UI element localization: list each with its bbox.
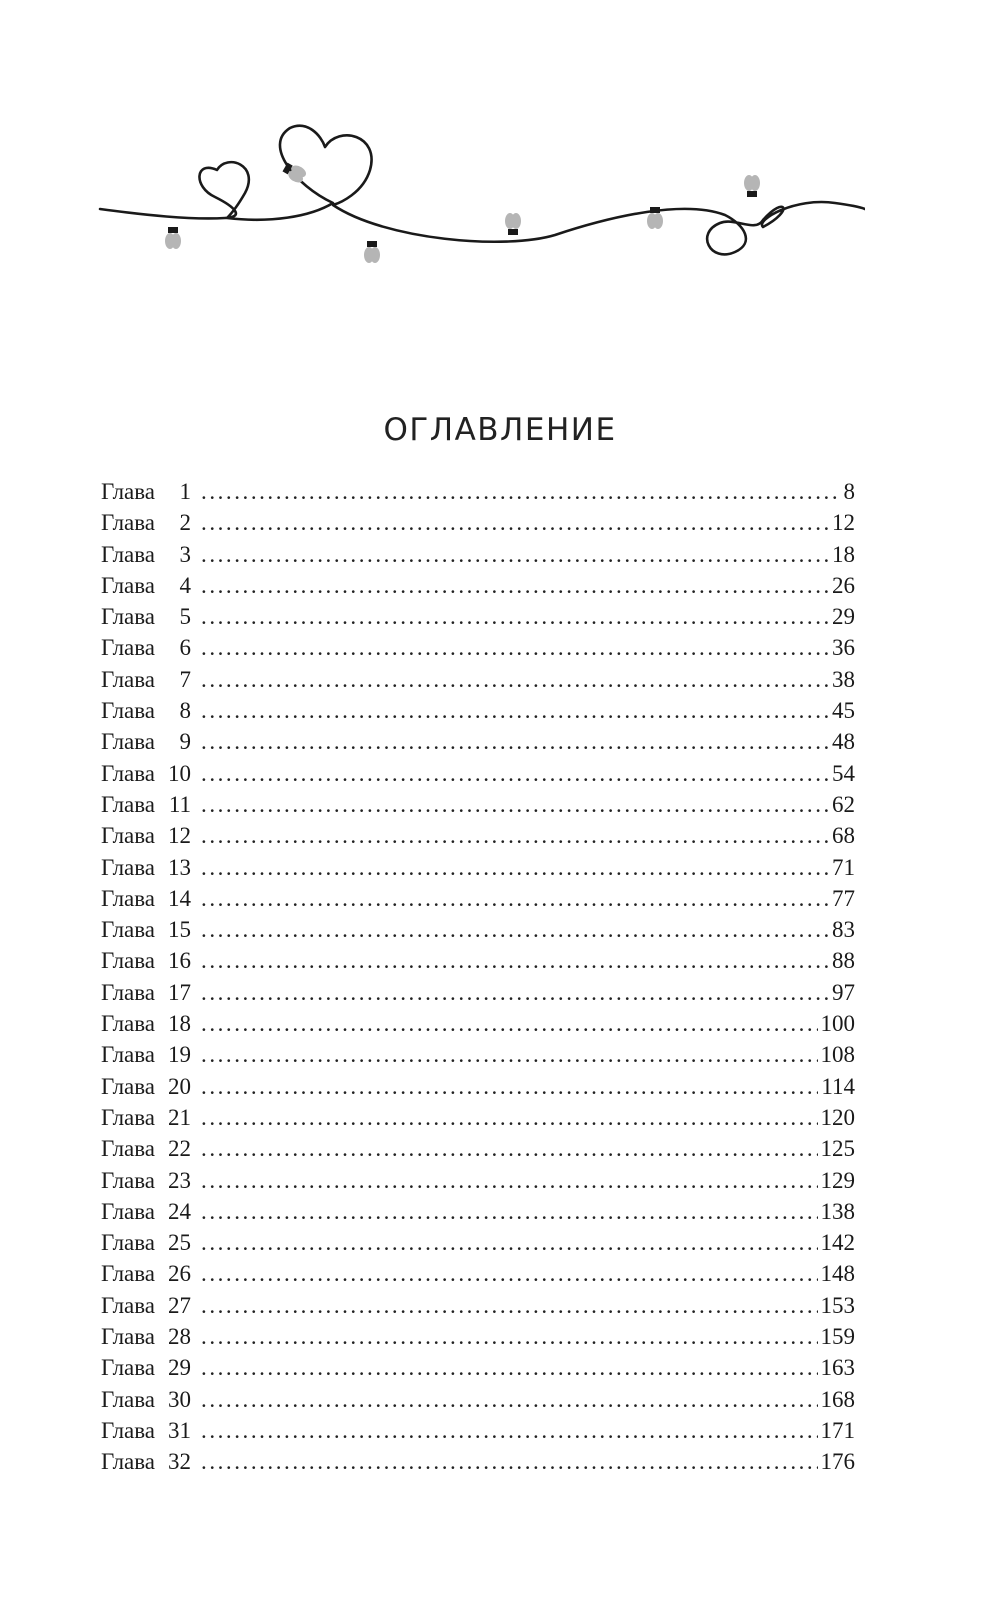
dot-leader <box>201 948 829 974</box>
page-number: 159 <box>820 1324 855 1350</box>
chapter-label <box>101 1261 191 1287</box>
page-number: 125 <box>820 1136 855 1162</box>
chapter-number: 7 <box>179 666 192 692</box>
toc-entry[interactable] <box>101 667 855 698</box>
page-number: 108 <box>820 1042 855 1068</box>
chapter-word: Глава <box>101 1355 156 1381</box>
chapter-number: 3 <box>179 541 192 567</box>
chapter-word: Глава <box>101 823 156 849</box>
page-number: 168 <box>820 1386 855 1412</box>
chapter-word: Глава <box>101 1292 156 1318</box>
page-number: 54 <box>832 760 855 786</box>
page-number: 45 <box>832 698 855 724</box>
chapter-label <box>101 823 191 849</box>
chapter-label <box>101 698 191 724</box>
dot-leader <box>201 1105 817 1131</box>
toc-entry[interactable] <box>101 980 855 1011</box>
chapter-word: Глава <box>101 885 156 911</box>
chapter-word: Глава <box>101 1230 156 1256</box>
toc-entry[interactable] <box>101 886 855 917</box>
toc-entry[interactable] <box>101 1074 855 1105</box>
chapter-word: Глава <box>101 479 156 504</box>
page-number: 71 <box>832 854 855 880</box>
chapter-word: Глава <box>101 948 156 974</box>
chapter-label <box>101 1449 191 1475</box>
toc-entry[interactable] <box>101 510 855 541</box>
toc-title: ОГЛАВЛЕНИЕ <box>383 412 617 448</box>
page-number: 171 <box>820 1417 855 1443</box>
dot-leader <box>201 886 829 912</box>
chapter-word: Глава <box>101 1167 156 1193</box>
chapter-word: Глава <box>101 666 156 692</box>
toc-entry[interactable] <box>101 1449 855 1480</box>
chapter-label <box>101 1042 191 1068</box>
chapter-label <box>101 635 191 661</box>
dot-leader <box>201 1293 817 1319</box>
toc-entry[interactable] <box>101 573 855 604</box>
page-number: 120 <box>820 1104 855 1130</box>
page-number: 100 <box>820 1011 855 1037</box>
chapter-number: 21 <box>168 1104 192 1130</box>
chapter-word: Глава <box>101 1073 156 1099</box>
dot-leader <box>201 635 829 661</box>
toc-entry[interactable] <box>101 1230 855 1261</box>
dot-leader <box>201 1355 817 1381</box>
chapter-word: Глава <box>101 1261 156 1287</box>
dot-leader <box>201 698 829 724</box>
toc-entry[interactable] <box>101 1418 855 1449</box>
chapter-word: Глава <box>101 1042 156 1068</box>
dot-leader <box>201 1199 817 1225</box>
page-number: 62 <box>832 791 855 817</box>
page-number: 8 <box>843 479 855 504</box>
dot-leader <box>201 1449 817 1475</box>
chapter-number: 13 <box>168 854 192 880</box>
toc-entry[interactable] <box>101 1042 855 1073</box>
dot-leader <box>201 980 829 1006</box>
page-number: 88 <box>832 948 855 974</box>
toc-entry[interactable] <box>101 1355 855 1386</box>
chapter-word: Глава <box>101 510 156 536</box>
page-number: 36 <box>832 635 855 661</box>
dot-leader <box>201 510 829 536</box>
page-number: 97 <box>832 979 855 1005</box>
dot-leader <box>201 761 829 787</box>
chapter-label <box>101 1324 191 1350</box>
chapter-label <box>101 479 191 505</box>
toc-entry[interactable] <box>101 635 855 666</box>
chapter-number: 15 <box>168 917 192 943</box>
chapter-number: 22 <box>168 1136 192 1162</box>
dot-leader <box>201 1261 817 1287</box>
chapter-number: 29 <box>168 1355 192 1381</box>
dot-leader <box>201 1011 817 1037</box>
chapter-label <box>101 792 191 818</box>
chapter-number: 26 <box>168 1261 192 1287</box>
chapter-number: 25 <box>168 1230 192 1256</box>
page-number: 38 <box>832 666 855 692</box>
chapter-word: Глава <box>101 541 156 567</box>
chapter-label <box>101 1199 191 1225</box>
dot-leader <box>201 479 840 505</box>
toc-entry[interactable] <box>101 823 855 854</box>
chapter-label <box>101 948 191 974</box>
toc-entry[interactable] <box>101 761 855 792</box>
chapter-number: 10 <box>168 760 192 786</box>
page-number: 129 <box>820 1167 855 1193</box>
chapter-number: 20 <box>168 1073 192 1099</box>
dot-leader <box>201 917 829 943</box>
chapter-number: 6 <box>179 635 192 661</box>
toc-entry[interactable] <box>101 1324 855 1355</box>
page-number: 153 <box>820 1292 855 1318</box>
chapter-word: Глава <box>101 729 156 755</box>
chapter-number: 28 <box>168 1324 192 1350</box>
dot-leader <box>201 1387 817 1413</box>
toc-entry[interactable] <box>101 542 855 573</box>
chapter-label <box>101 1168 191 1194</box>
toc-entry[interactable] <box>101 479 855 510</box>
chapter-word: Глава <box>101 1386 156 1412</box>
chapter-number: 17 <box>168 979 192 1005</box>
toc-list <box>101 479 855 1481</box>
chapter-label <box>101 1074 191 1100</box>
chapter-number: 16 <box>168 948 192 974</box>
chapter-number: 5 <box>179 604 192 630</box>
chapter-label <box>101 729 191 755</box>
dot-leader <box>201 855 829 881</box>
chapter-label <box>101 917 191 943</box>
chapter-label <box>101 886 191 912</box>
dot-leader <box>201 1324 817 1350</box>
toc-entry[interactable] <box>101 1011 855 1042</box>
toc-entry[interactable] <box>101 1387 855 1418</box>
toc-entry[interactable] <box>101 917 855 948</box>
page-number: 142 <box>820 1230 855 1256</box>
chapter-label <box>101 980 191 1006</box>
chapter-number: 30 <box>168 1386 192 1412</box>
chapter-word: Глава <box>101 1417 156 1443</box>
chapter-label <box>101 855 191 881</box>
dot-leader <box>201 823 829 849</box>
chapter-number: 9 <box>179 729 192 755</box>
page-number: 163 <box>820 1355 855 1381</box>
page-number: 68 <box>832 823 855 849</box>
chapter-number: 24 <box>168 1198 192 1224</box>
chapter-word: Глава <box>101 635 156 661</box>
chapter-word: Глава <box>101 1104 156 1130</box>
chapter-word: Глава <box>101 854 156 880</box>
chapter-label <box>101 1418 191 1444</box>
chapter-number: 1 <box>179 479 192 504</box>
chapter-number: 8 <box>179 698 192 724</box>
chapter-label <box>101 1230 191 1256</box>
page-number: 138 <box>820 1198 855 1224</box>
chapter-word: Глава <box>101 1011 156 1037</box>
chapter-number: 14 <box>168 885 192 911</box>
toc-entry[interactable] <box>101 1293 855 1324</box>
page-number: 114 <box>821 1073 855 1099</box>
chapter-label <box>101 1355 191 1381</box>
toc-entry[interactable] <box>101 604 855 635</box>
chapter-word: Глава <box>101 1136 156 1162</box>
chapter-number: 11 <box>168 791 192 817</box>
chapter-word: Глава <box>101 698 156 724</box>
dot-leader <box>201 573 829 599</box>
string-lights-hearts-icon <box>95 115 865 285</box>
chapter-number: 27 <box>168 1292 192 1318</box>
page-number: 29 <box>832 604 855 630</box>
dot-leader <box>201 667 829 693</box>
dot-leader <box>201 729 829 755</box>
chapter-label <box>101 573 191 599</box>
toc-entry[interactable] <box>101 1136 855 1167</box>
chapter-number: 23 <box>168 1167 192 1193</box>
toc-entry[interactable] <box>101 698 855 729</box>
toc-entry[interactable] <box>101 1261 855 1292</box>
chapter-word: Глава <box>101 917 156 943</box>
chapter-word: Глава <box>101 760 156 786</box>
chapter-label <box>101 667 191 693</box>
chapter-number: 32 <box>168 1449 192 1475</box>
chapter-label <box>101 604 191 630</box>
dot-leader <box>201 1136 817 1162</box>
page-number: 48 <box>832 729 855 755</box>
toc-entry[interactable] <box>101 792 855 823</box>
chapter-label <box>101 1136 191 1162</box>
chapter-label <box>101 761 191 787</box>
chapter-word: Глава <box>101 1324 156 1350</box>
chapter-word: Глава <box>101 1198 156 1224</box>
dot-leader <box>201 1042 817 1068</box>
chapter-number: 31 <box>168 1417 192 1443</box>
dot-leader <box>201 542 829 568</box>
dot-leader <box>201 604 829 630</box>
chapter-word: Глава <box>101 791 156 817</box>
chapter-number: 4 <box>179 572 192 598</box>
toc-entry[interactable] <box>101 855 855 886</box>
chapter-word: Глава <box>101 979 156 1005</box>
page-number: 12 <box>832 510 855 536</box>
dot-leader <box>201 1418 817 1444</box>
page-number: 148 <box>820 1261 855 1287</box>
dot-leader <box>201 792 829 818</box>
toc-entry[interactable] <box>101 948 855 979</box>
toc-entry[interactable] <box>101 1168 855 1199</box>
chapter-number: 18 <box>168 1011 192 1037</box>
chapter-label <box>101 1105 191 1131</box>
chapter-number: 2 <box>179 510 192 536</box>
chapter-number: 12 <box>168 823 192 849</box>
chapter-label <box>101 1293 191 1319</box>
toc-entry[interactable] <box>101 1199 855 1230</box>
toc-entry[interactable] <box>101 729 855 760</box>
chapter-label <box>101 1011 191 1037</box>
dot-leader <box>201 1230 817 1256</box>
dot-leader <box>201 1168 817 1194</box>
chapter-label <box>101 542 191 568</box>
chapter-label <box>101 510 191 536</box>
chapter-label <box>101 1387 191 1413</box>
dot-leader <box>201 1074 818 1100</box>
page-number: 176 <box>820 1449 855 1475</box>
toc-entry[interactable] <box>101 1105 855 1136</box>
chapter-number: 19 <box>168 1042 192 1068</box>
chapter-word: Глава <box>101 1449 156 1475</box>
page-number: 77 <box>832 885 855 911</box>
chapter-word: Глава <box>101 572 156 598</box>
page-number: 18 <box>832 541 855 567</box>
chapter-word: Глава <box>101 604 156 630</box>
page-number: 26 <box>832 572 855 598</box>
page-number: 83 <box>832 917 855 943</box>
